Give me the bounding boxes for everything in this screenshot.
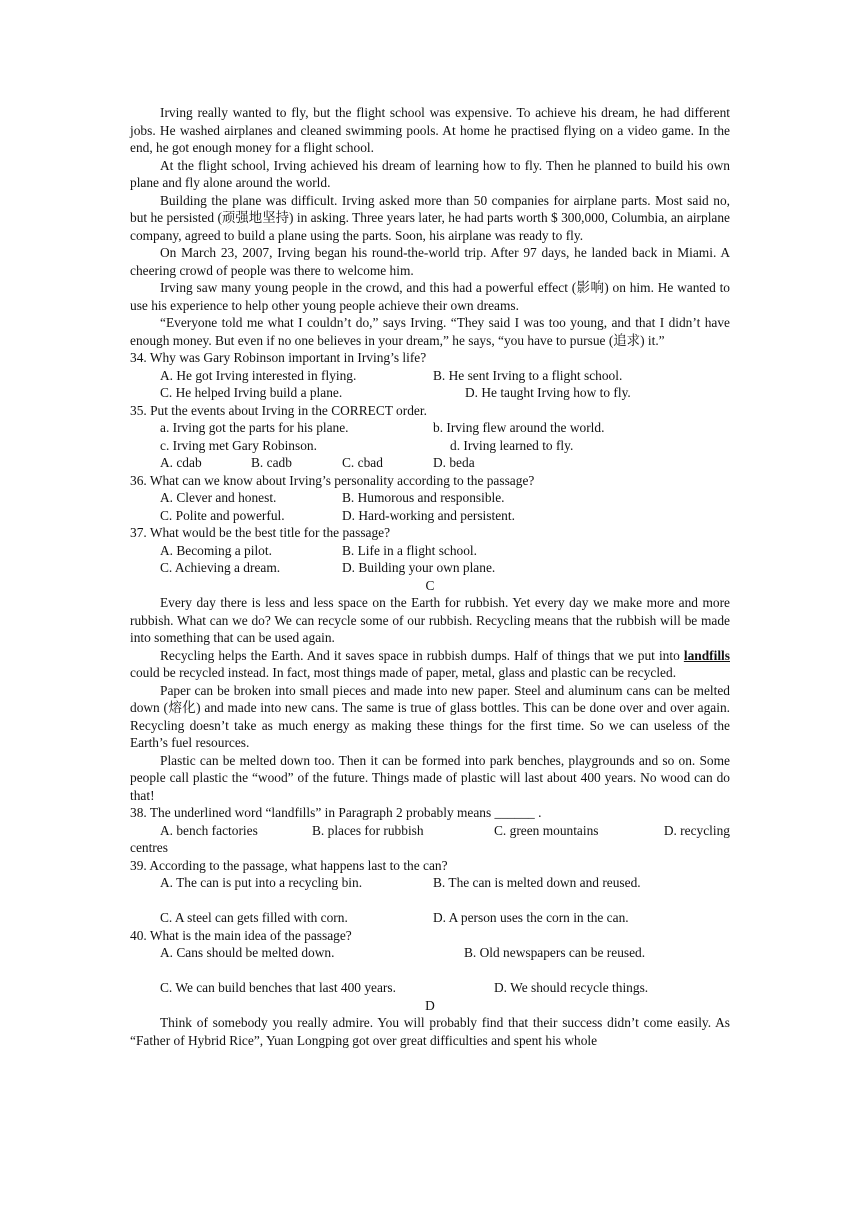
question-39-option-a[interactable]: A. The can is put into a recycling bin. [160,875,363,890]
question-35-events-row-2 [130,437,730,455]
passage-c-heading: C [425,577,435,593]
question-35-events-row-1 [130,419,730,437]
exam-page [130,104,730,1049]
passage-d-heading: D [425,997,435,1013]
blank-line [130,892,730,910]
passage-b-paragraph-1: Irving really wanted to fly, but the flight school was expensive. To achieve his dream, he had different jobs. He washed airplanes and cleaned swimming pools. At home he practised flying on a video game. In the end, he got enough money for a flight school. [130,105,730,155]
question-39-option-b[interactable]: B. The can is melted down and reused. [433,875,641,890]
passage-c-paragraph-2 [130,647,730,682]
question-35-event-d: d. Irving learned to fly. [450,437,574,453]
question-39-option-d[interactable]: D. A person uses the corn in the can. [433,910,629,925]
question-35-option-a[interactable]: A. cdab [160,455,202,470]
question-35-option-d[interactable]: D. beda [433,455,475,470]
question-37-stem: 37. What would be the best title for the passage? [130,525,391,540]
question-34-option-d[interactable]: D. He taught Irving how to fly. [465,385,631,400]
question-34-option-b[interactable]: B. He sent Irving to a flight school. [433,367,623,383]
passage-b-paragraph-2: At the flight school, Irving achieved his dream of learning how to fly. Then he planned to build his own plane and fly alone around the world. [130,157,730,190]
question-35-event-b: b. Irving flew around the world. [433,420,605,435]
question-36-option-d[interactable]: D. Hard-working and persistent. [342,507,515,523]
question-35-stem: 35. Put the events about Irving in the CORRECT order. [130,402,427,418]
passage-c-paragraph-1: Every day there is less and less space on the Earth for rubbish. Yet every day we make more and more rubbish. What can we do? We can recycle some of our rubbish. Recycling means that the rubbish will be made into something that can be used again. [130,595,730,645]
question-36-option-a[interactable]: A. Clever and honest. [160,490,277,505]
question-39-options-row-2 [130,909,730,927]
question-38-option-c[interactable]: C. green mountains [494,822,599,838]
question-36-options-row-1 [130,489,730,507]
passage-c-paragraph-2-end: could be recycled instead. In fact, most things made of paper, metal, glass and plastic can be recycled. [130,665,677,680]
question-38-options [130,822,730,840]
passage-c-paragraph-2-start: Recycling helps the Earth. And it saves space in rubbish dumps. Half of things that we put into [160,647,684,663]
question-39-option-c[interactable]: C. A steel can gets filled with corn. [160,910,348,925]
passage-c-paragraph-4: Plastic can be melted down too. Then it can be formed into park benches, playgrounds and so on. Some people call plastic the “wood” of the future. Things made of plastic will last about 400 years. No wood can do that! [130,752,730,803]
passage-b-paragraph-3: Building the plane was difficult. Irving asked more than 50 companies for airplane parts. Most said no, but he persisted (顽强地坚持) in asking. Three years later, he had parts worth $ 300,000, Columbia, an airplane company, agreed to build a plane using the parts. Soon, his airplane was ready to fly. [130,192,730,243]
question-40-option-a[interactable]: A. Cans should be melted down. [160,945,335,960]
question-34-stem: 34. Why was Gary Robinson important in Irving’s life? [130,350,427,365]
question-37-options-row-2 [130,559,730,577]
question-35-event-c: c. Irving met Gary Robinson. [160,437,317,453]
question-34-options-row-2 [130,384,730,402]
blank-line [130,962,730,980]
question-40-options-row-2 [130,979,730,997]
question-38-stem: 38. The underlined word “landfills” in Paragraph 2 probably means ______ . [130,805,542,820]
question-38-option-d[interactable]: D. recycling [663,822,730,838]
question-37-option-a[interactable]: A. Becoming a pilot. [160,542,272,558]
question-36-stem: 36. What can we know about Irving’s personality according to the passage? [130,472,535,488]
question-34-options-row-1 [130,367,730,385]
question-38-option-a[interactable]: A. bench factories [160,822,258,838]
question-35-option-c[interactable]: C. cbad [342,455,383,470]
question-35-options [130,454,730,472]
question-36-option-c[interactable]: C. Polite and powerful. [160,507,285,523]
question-34-option-c[interactable]: C. He helped Irving build a plane. [160,385,343,400]
question-40-options-row-1 [130,944,730,962]
question-40-option-c[interactable]: C. We can build benches that last 400 years. [160,980,396,995]
question-36-options-row-2 [130,507,730,525]
question-39-options-row-1 [130,874,730,892]
passage-b-paragraph-4: On March 23, 2007, Irving began his round-the-world trip. After 97 days, he landed back in Miami. A cheering crowd of people was there to welcome him. [130,245,730,278]
question-37-option-c[interactable]: C. Achieving a dream. [160,560,281,575]
question-38-option-d-continued: centres [130,840,168,855]
question-35-event-a: a. Irving got the parts for his plane. [160,420,349,435]
underlined-word-landfills: landfills [683,647,730,663]
question-37-option-b[interactable]: B. Life in a flight school. [342,542,477,558]
question-40-option-d[interactable]: D. We should recycle things. [494,980,649,995]
passage-c-paragraph-3: Paper can be broken into small pieces and made into new paper. Steel and aluminum cans can be melted down (熔化) and made into new cans. The same is true of glass bottles. This can be done over and over again. Recycling doesn’t take as much energy as making these things for the first time. So we can useless of the Earth’s fuel resources. [130,682,730,750]
question-40-option-b[interactable]: B. Old newspapers can be reused. [464,945,646,960]
question-37-options-row-1 [130,542,730,560]
question-39-stem: 39. According to the passage, what happens last to the can? [130,857,448,873]
question-35-option-b[interactable]: B. cadb [251,455,292,470]
question-34-option-a[interactable]: A. He got Irving interested in flying. [160,367,357,383]
passage-d-paragraph-1: Think of somebody you really admire. You will probably find that their success didn’t come easily. As “Father of Hybrid Rice”, Yuan Longping got over great difficulties and spent his whole [130,1015,730,1048]
question-36-option-b[interactable]: B. Humorous and responsible. [342,490,505,505]
question-40-stem: 40. What is the main idea of the passage? [130,927,352,943]
question-37-option-d[interactable]: D. Building your own plane. [342,560,496,575]
question-38-option-b[interactable]: B. places for rubbish [312,822,424,838]
passage-b-paragraph-5: Irving saw many young people in the crowd, and this had a powerful effect (影响) on him. He wanted to use his experience to help other young people achieve their own dreams. [130,280,730,313]
passage-b-paragraph-6: “Everyone told me what I couldn’t do,” says Irving. “They said I was too young, and that I didn’t have enough money. But even if no one believes in your dream,” he says, “you have to pursue (追求) it.” [130,315,730,348]
